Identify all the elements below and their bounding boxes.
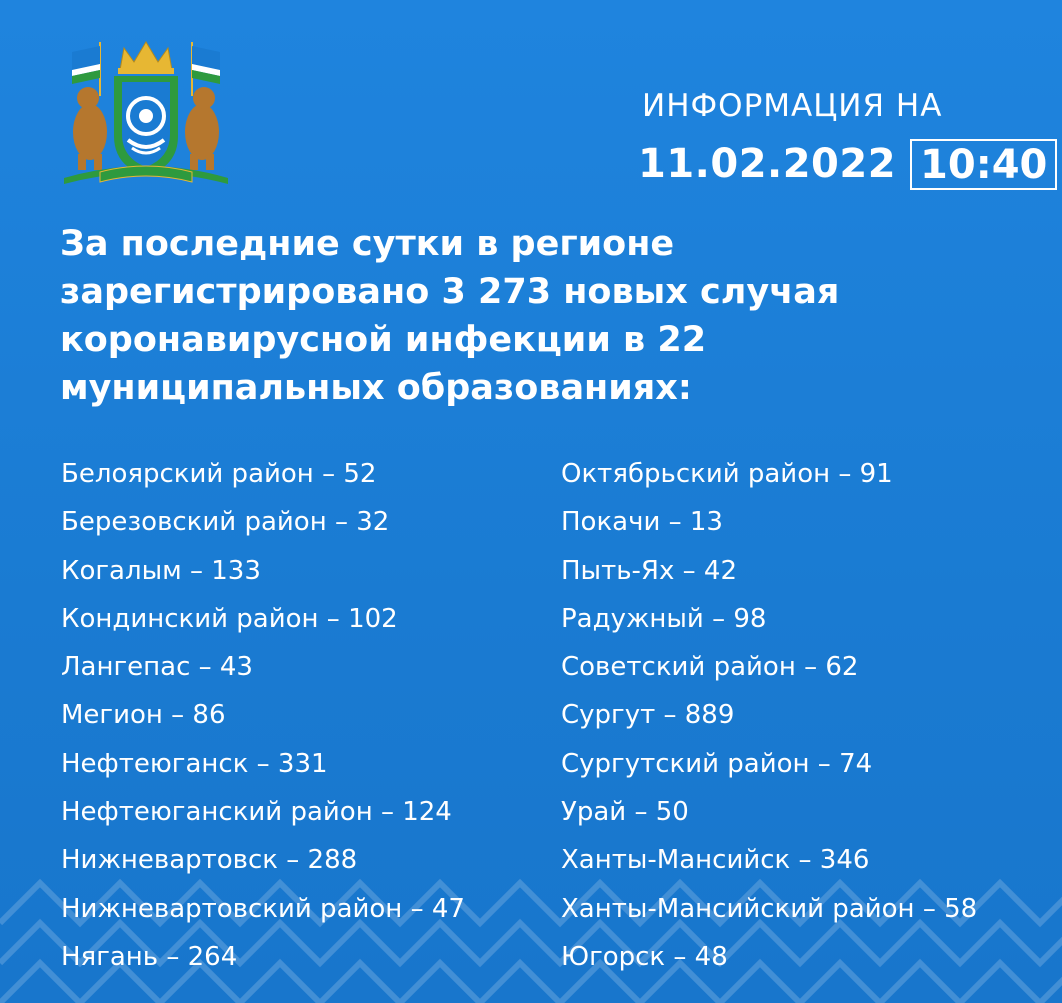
list-item: Нижневартовск – 288 xyxy=(61,845,358,876)
right-bear-icon xyxy=(185,87,219,170)
list-item: Покачи – 13 xyxy=(561,507,723,538)
list-item: Югорск – 48 xyxy=(561,941,728,972)
list-item: Березовский район – 32 xyxy=(61,507,390,538)
list-item: Нижневартовский район – 47 xyxy=(61,893,465,924)
list-item: Ханты-Мансийск – 346 xyxy=(561,845,870,876)
list-item: Советский район – 62 xyxy=(561,652,859,683)
list-item: Мегион – 86 xyxy=(61,700,226,731)
list-item: Кондинский район – 102 xyxy=(61,603,398,634)
list-item: Белоярский район – 52 xyxy=(61,459,377,489)
list-item: Лангепас – 43 xyxy=(61,652,253,683)
crown-icon xyxy=(118,42,174,74)
list-item: Сургут – 889 xyxy=(561,700,735,731)
date-time-row xyxy=(638,138,1057,190)
list-item: Сургутский район – 74 xyxy=(561,748,873,779)
list-item: Когалым – 133 xyxy=(61,555,261,586)
list-item: Нефтеюганский район – 124 xyxy=(61,797,452,828)
municipality-list-right xyxy=(561,450,977,981)
shield-icon xyxy=(114,76,178,176)
report-time-box: 10:40 xyxy=(910,139,1057,190)
list-item: Октябрьский район – 91 xyxy=(561,459,893,489)
info-label: ИНФОРМАЦИЯ НА xyxy=(642,88,943,124)
list-item: Пыть-Ях – 42 xyxy=(561,555,737,586)
list-item: Урай – 50 xyxy=(561,797,689,828)
left-bear-icon xyxy=(73,87,107,170)
list-item: Радужный – 98 xyxy=(561,603,767,634)
list-item: Нягань – 264 xyxy=(61,941,238,972)
headline: За последние сутки в регионе зарегистрировано 3 273 новых случая коронавирусной инфекции в 22 муниципальных образованиях: xyxy=(60,224,840,408)
coat-of-arms-emblem xyxy=(58,36,234,186)
list-item: Нефтеюганск – 331 xyxy=(61,748,328,779)
report-date: 11.02.2022 xyxy=(638,141,897,187)
municipality-list-left xyxy=(61,450,465,981)
list-item: Ханты-Мансийский район – 58 xyxy=(561,893,978,924)
